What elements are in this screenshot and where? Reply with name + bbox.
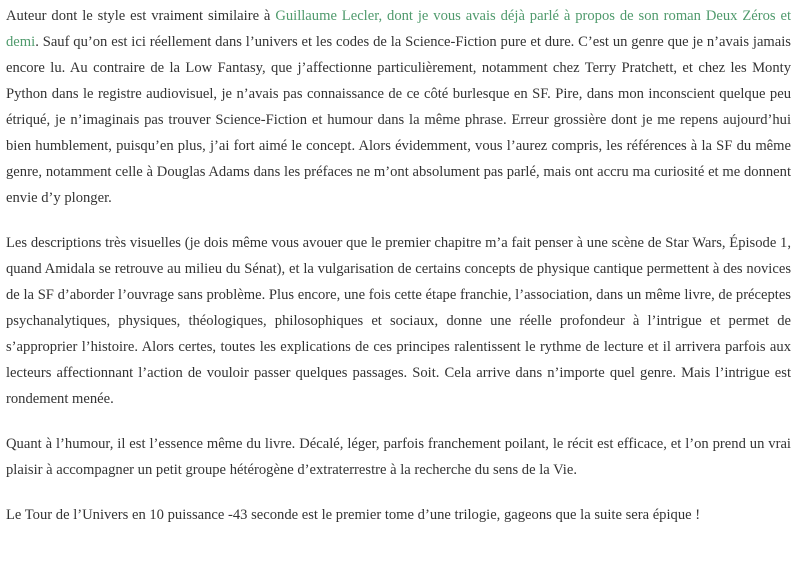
paragraph-1 — [6, 3, 791, 211]
paragraph-3: Quant à l’humour, il est l’essence même du livre. Décalé, léger, parfois franchement poilant, le récit est efficace, et l’on prend un vrai plaisir à accompagner un petit groupe hétérogène d’extraterrestre à la recherche du sens de la Vie. — [6, 436, 791, 478]
paragraph-1-text-after-link: . Sauf qu’on est ici réellement dans l’univers et les codes de la Science-Fiction pure et dure. C’est un genre que je n’avais jamais encore lu. Au contraire de la Low Fantasy, que j’affectionne particulièrement, notamment chez Terry Pratchett, et chez les Monty Python dans le registre audiovisuel, je n’avais pas connaissance de ce côté burlesque en SF. Pire, dans mon inconscient quelque peu étriqué, je n’imaginais pas trouver Science-Fiction et humour dans la même phrase. Erreur grossière dont je me repens aujourd’hui bien humblement, puisqu’en plus, j’ai fort aimé le concept. Alors évidemment, vous l’aurez compris, les références à la SF du même genre, notamment celle à Douglas Adams dans les préfaces ne m’ont absolument pas parlé, mais ont accru ma curiosité et me donnent envie d’y plonger. — [6, 34, 791, 206]
paragraph-2: Les descriptions très visuelles (je dois même vous avouer que le premier chapitre m’a fait penser à une scène de Star Wars, Épisode 1, quand Amidala se retrouve au milieu du Sénat), et la vulgarisation de certains concepts de physique cantique permettent à des novices de la SF d’aborder l’ouvrage sans problème. Plus encore, une fois cette étape franchie, l’association, dans un même livre, de préceptes psychanalytiques, physiques, théologiques, philosophiques et sociaux, donne une réelle profondeur à l’intrigue et permet de s’approprier l’histoire. Alors certes, toutes les explications de ces principes ralentissent le rythme de lecture et il arrivera parfois aux lecteurs affectionnant l’action de vouloir passer quelques passages. Soit. Cela arrive dans n’importe quel genre. Mais l’intrigue est rondement menée. — [6, 235, 791, 407]
paragraph-1-text-before-link: Auteur dont le style est vraiment similaire à — [6, 8, 276, 24]
author-link[interactable]: Guillaume Lecler, dont je vous avais déjà parlé à propos de son roman Deux Zéros et demi — [6, 8, 791, 50]
paragraph-4: Le Tour de l’Univers en 10 puissance -43 seconde est le premier tome d’une trilogie, gageons que la suite sera épique ! — [6, 507, 701, 523]
